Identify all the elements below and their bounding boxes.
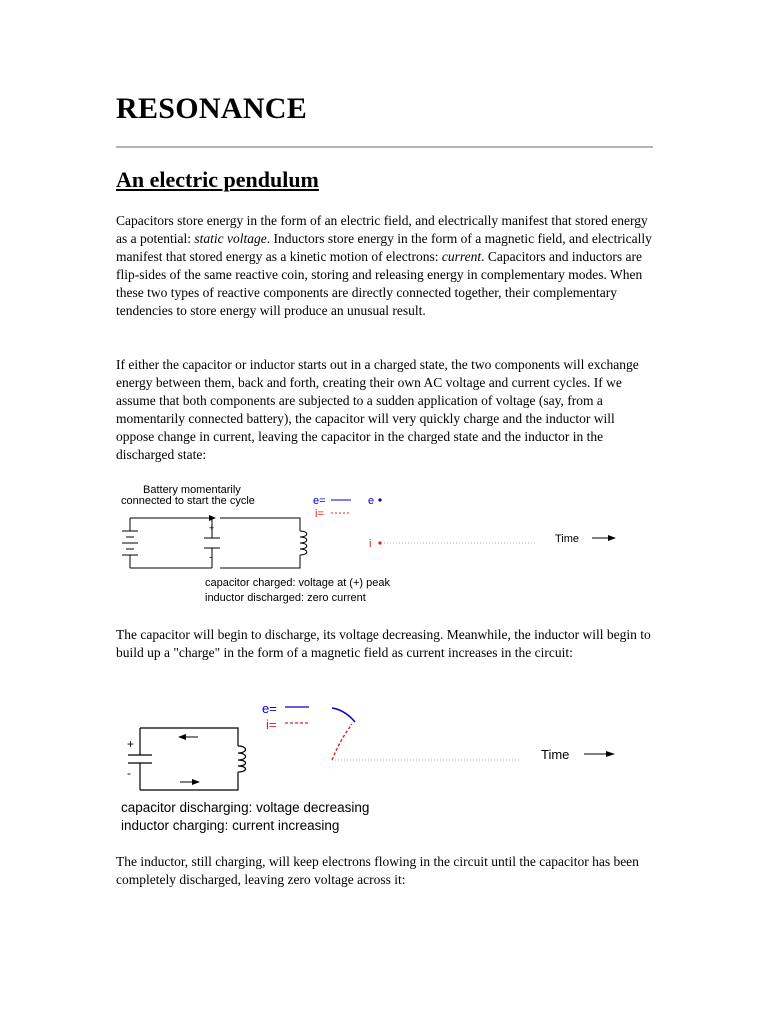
rightward-arrow-icon (180, 779, 200, 785)
current-zero-point (378, 541, 381, 544)
capacitor-inductor-loop (220, 518, 300, 568)
legend-current-label: i= (315, 508, 324, 520)
voltage-peak-point (378, 498, 381, 501)
static-voltage-term: static voltage (194, 231, 267, 246)
paragraph-1-text-b: . Inductors store energy in the form of a magnetic field, and electrically manifest that stored energy as a kinetic motion of electrons: (116, 231, 652, 264)
capacitor-minus: - (209, 552, 212, 562)
paragraph-4: The inductor, still charging, will keep electrons flowing in the circuit until the capacitor has been completely discharged, leaving zero voltage across it: (116, 854, 639, 887)
leftward-arrow-icon (178, 734, 198, 740)
battery-symbol (122, 531, 138, 555)
caption-inductor-discharged: inductor discharged: zero current (205, 592, 366, 604)
time-label: Time (541, 747, 570, 762)
capacitor-plus: + (209, 523, 215, 533)
caption-capacitor-charged: capacitor charged: voltage at (+) peak (205, 577, 390, 589)
title-divider (116, 146, 653, 148)
legend-voltage-label: e= (262, 701, 277, 716)
section-title: An electric pendulum (116, 167, 319, 192)
time-label: Time (555, 533, 580, 545)
inductor-coil-icon (238, 746, 246, 772)
current-point-label: i (369, 538, 372, 550)
time-arrow-icon (592, 535, 616, 541)
caption-inductor-charging: inductor charging: current increasing (121, 818, 340, 833)
paragraph-1-text-a: Capacitors store energy in the form of an electric field, and electrically manifest that stored energy as a potential: (116, 213, 648, 246)
current-term: current (441, 249, 482, 264)
circuit-diagram-charged (0, 478, 768, 613)
battery-label-line-1: Battery momentarily (143, 484, 241, 496)
rightward-arrow-icon (206, 515, 216, 521)
capacitor-symbol (204, 538, 220, 548)
paragraph-2: If either the capacitor or inductor starts out in a charged state, the two components will exchange energy between them, back and forth, creating their own AC voltage and current cycles. If we assume that both components are subjected to a sudden application of voltage (say, from a momentarily connected battery), the capacitor will very quickly charge and the inductor will oppose change in current, leaving the capacitor in the charged state and the inductor in the discharged state: (116, 357, 639, 462)
paragraph-1-text-c: . Capacitors and inductors are flip-sides of the same reactive coin, storing and releasing energy in complementary modes. When these two types of reactive components are directly connected together, their complementary tendencies to store energy will produce an unusual result. (116, 249, 643, 318)
time-arrow-icon (584, 751, 615, 757)
paragraph-1 (116, 212, 656, 320)
caption-capacitor-discharging: capacitor discharging: voltage decreasing (121, 800, 370, 815)
voltage-point-label: e (368, 495, 375, 507)
circuit-diagram-discharging (0, 696, 768, 836)
capacitor-minus: - (127, 766, 131, 780)
legend-voltage-label: e= (313, 495, 326, 507)
battery-capacitor-loop (130, 518, 215, 568)
inductor-coil-icon (300, 531, 307, 555)
capacitor-symbol (128, 755, 152, 763)
capacitor-plus: + (127, 737, 135, 751)
current-increasing-curve (332, 724, 352, 760)
voltage-decreasing-curve (332, 708, 355, 722)
page-title: RESONANCE (116, 92, 308, 125)
paragraph-3: The capacitor will begin to discharge, its voltage decreasing. Meanwhile, the inductor will begin to build up a "charge" in the form of a magnetic field as current increases in the circuit: (116, 627, 651, 660)
battery-label-line-2: connected to start the cycle (121, 495, 255, 507)
legend-current-label: i= (266, 717, 277, 732)
